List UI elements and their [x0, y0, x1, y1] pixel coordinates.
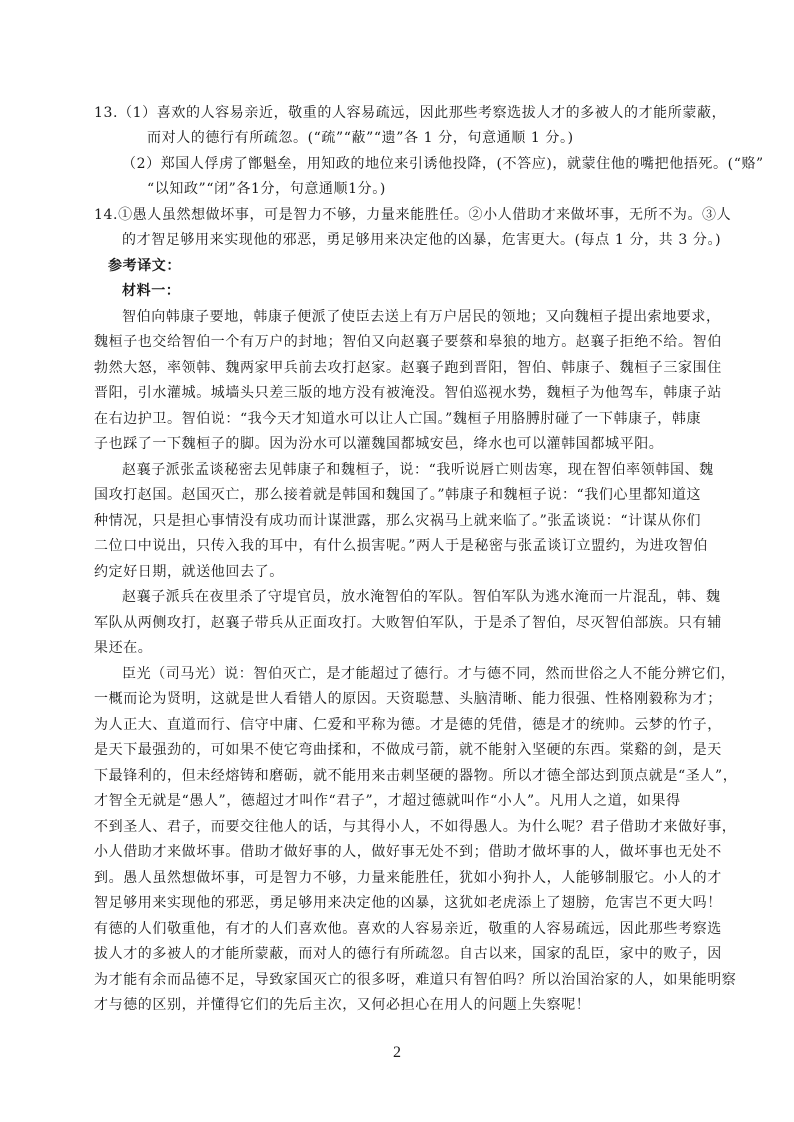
para2-line4: 二位口中说出，只传入我的耳中，有什么损害呢。”两人于是秘密与张孟谈订立盟约，为进攻智伯: [94, 538, 708, 554]
q13-part1-line1: 13.（1）喜欢的人容易亲近，敬重的人容易疏远，因此那些考察选拔人才的多被人的才能所蒙蔽，: [94, 105, 727, 121]
para4-line3: 为人正大、直道而行、信守中庸、仁爱和平称为德。才是德的凭借，德是才的统帅。云梦的竹子，: [94, 717, 722, 733]
q13-part1-line2: 而对人的德行有所疏忽。(“疏”“蔽”“遗”各 1 分，句意通顺 1 分。): [147, 130, 574, 146]
para4-line10: 智足够用来实现他的邪恶，勇足够用来决定他的凶暴，这犹如老虎添上了翅膀，危害岂不更大吗！: [94, 895, 722, 911]
q14-line2: 的才智足够用来实现他的邪恶，勇足够用来决定他的凶暴，危害更大。(每点 1 分，共 3 分。): [122, 232, 722, 248]
para4-line6: 才智全无就是“愚人”，德超过才叫作“君子”，才超过德就叫作“小人”。凡用人之道，如果得: [94, 793, 681, 809]
para4-line2: 一概而论为贤明，这就是世人看错人的原因。天资聪慧、头脑清晰、能力很强、性格刚毅称为才；: [94, 691, 722, 707]
para1-line3: 勃然大怒，率领韩、魏两家甲兵前去攻打赵家。赵襄子跑到晋阳，智伯、韩康子、魏桓子三家围住: [94, 360, 722, 376]
page-number: 2: [393, 1044, 401, 1061]
para2-line5: 约定好日期，就送他回去了。: [94, 564, 284, 580]
material-one-heading: 材料一：: [122, 283, 181, 299]
para4-line1: 臣光（司马光）说：智伯灭亡，是才能超过了德行。才与德不同，然而世俗之人不能分辨它们，: [122, 666, 736, 682]
para1-line1: 智伯向韩康子要地，韩康子便派了使臣去送上有万户居民的领地；又向魏桓子提出索地要求，: [122, 309, 721, 325]
para3-line2: 军队从两侧攻打，赵襄子带兵从正面攻打。大败智伯军队，于是杀了智伯，尽灭智伯部族。只有辅: [94, 615, 722, 631]
para1-line5: 在右边护卫。智伯说：“我今天才知道水可以让人亡国。”魏桓子用胳膊肘碰了一下韩康子，韩康: [94, 411, 702, 427]
para4-line4: 是天下最强劲的，可如果不使它弯曲揉和，不做成弓箭，就不能射入坚硬的东西。棠谿的剑，是天: [94, 742, 722, 758]
para4-line12: 拔人才的多被人的才能所蒙蔽，而对人的德行有所疏忽。自古以来，国家的乱臣，家中的败子，因: [94, 946, 722, 962]
para4-line11: 有德的人们敬重他，有才的人们喜欢他。喜欢的人容易亲近，敬重的人容易疏远，因此那些考察选: [94, 921, 722, 937]
para3-line3: 果还在。: [94, 640, 153, 656]
para4-line5: 下最锋利的，但未经熔铸和磨砺，就不能用来击刺坚硬的器物。所以才德全部达到顶点就是“圣人”，: [94, 768, 738, 784]
q13-part2-line1: （2）郑国人俘虏了鄫魁垒，用知政的地位来引诱他投降，(不答应)，就蒙住他的嘴把他捂死。(“赂”: [122, 156, 764, 172]
para1-line4: 晋阳，引水灌城。城墙头只差三版的地方没有被淹没。智伯巡视水势，魏桓子为他驾车，韩康子站: [94, 385, 722, 401]
para2-line1: 赵襄子派张孟谈秘密去见韩康子和魏桓子，说：“我听说唇亡则齿寒，现在智伯率领韩国、魏: [122, 462, 714, 478]
para2-line3: 种情况，只是担心事情没有成功而计谋泄露，那么灾祸马上就来临了。”张孟谈说：“计谋从你们: [94, 513, 702, 529]
para4-line8: 小人借助才来做坏事。借助才做好事的人，做好事无处不到；借助才做坏事的人，做坏事也无处不: [94, 844, 722, 860]
para1-line6: 子也踩了一下魏桓子的脚。因为汾水可以灌魏国都城安邑，绛水也可以灌韩国都城平阳。: [94, 436, 664, 452]
para4-line9: 到。愚人虽然想做坏事，可是智力不够，力量来能胜任，犹如小狗扑人，人能够制服它。小人的才: [94, 870, 722, 886]
para3-line1: 赵襄子派兵在夜里杀了守堤官员，放水淹智伯的军队。智伯军队为逃水淹而一片混乱，韩、魏: [122, 589, 721, 605]
reference-translation-heading: 参考译文：: [108, 258, 181, 274]
para1-line2: 魏桓子也交给智伯一个有万户的封地；智伯又向赵襄子要蔡和皋狼的地方。赵襄子拒绝不给。智伯: [94, 334, 722, 350]
para4-line14: 才与德的区别，并懂得它们的先后主次，又何必担心在用人的问题上失察呢！: [94, 997, 591, 1013]
q14-line1: 14.①愚人虽然想做坏事，可是智力不够，力量来能胜任。②小人借助才来做坏事，无所不为。③人: [94, 207, 732, 223]
para4-line13: 为才能有余而品德不足，导致家国灭亡的很多呀，难道只有智伯吗？所以治国治家的人，如果能明察: [94, 972, 737, 988]
para2-line2: 国攻打赵国。赵国灭亡，那么接着就是韩国和魏国了。”韩康子和魏桓子说：“我们心里都知道这: [94, 487, 702, 503]
q13-part2-line2: “以知政”“闭”各1分，句意通顺1分。): [147, 181, 386, 197]
para4-line7: 不到圣人、君子，而要交往他人的话，与其得小人，不如得愚人。为什么呢？君子借助才来做好事，: [94, 819, 737, 835]
